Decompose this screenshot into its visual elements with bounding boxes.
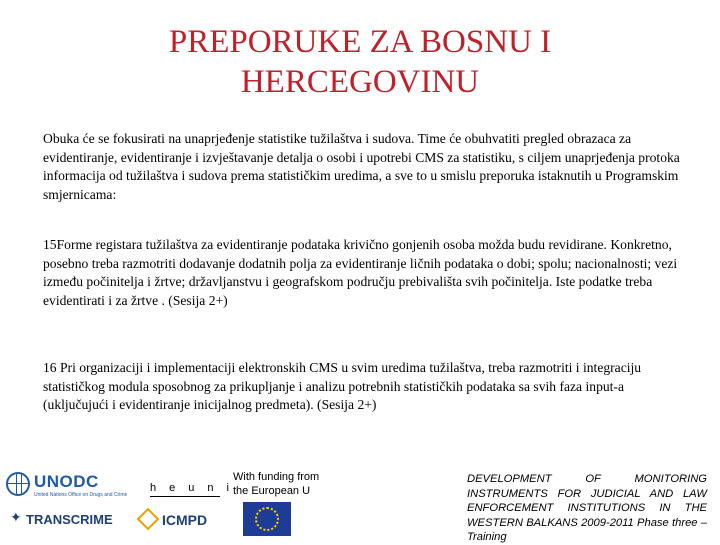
un-globe-icon <box>6 472 30 496</box>
funding-text: With funding from the European U <box>233 471 320 497</box>
heuni-logo: heuni <box>150 482 242 494</box>
footer <box>0 462 720 543</box>
transcrime-mark-icon: ✦ <box>10 511 22 526</box>
icmpd-mark-icon <box>137 508 160 531</box>
title-line-2: HERCEGOVINU <box>240 64 480 100</box>
heuni-underline <box>150 496 220 497</box>
unodc-logo <box>4 470 144 502</box>
eu-flag-icon <box>243 502 291 536</box>
eu-stars-icon <box>255 507 279 531</box>
title-line-1: PREPORUKE ZA BOSNU I <box>168 24 552 60</box>
unodc-subtitle: United Nations Office on Drugs and Crime <box>34 492 128 498</box>
slide-title <box>0 22 720 102</box>
recommendation-16: 16 Pri organizaciji i implementaciji elektronskih CMS u svim uredima tužilaštva, treba razmotriti i integraciju statističkog modula sposobnog za prikupljanje i analizu potrebnih statističkih podataka sa svih faza input-a (uključujući i evidentiranje inicijalnog predmeta). (Sesija 2+) <box>43 360 642 412</box>
icmpd-logo: ICMPD <box>162 512 208 528</box>
unodc-name: UNODC <box>34 472 99 491</box>
recommendation-15: 15Forme registara tužilaštva za evidentiranje podataka krivično gonjenih osoba možda budu revidirane. Konkretno, posebno treba razmotriti dodavanje dodatnih polja za evidentiranje ličnih podataka o dobi; spolu; nacionalnosti; vezi između počinitelja i žrtve; državljanstvu i geografskom području prebivališta svih počinitelja. Iste podatke treba evidentirati i za žrtve . (Sesija 2+) <box>43 237 678 308</box>
project-description: DEVELOPMENT OF MONITORING INSTRUMENTS FOR JUDICIAL AND LAW ENFORCEMENT INSTITUTIONS IN THE WESTERN BALKANS 2009-2011 Phase three – Training <box>467 473 707 543</box>
transcrime-logo: TRANSCRIME <box>26 512 113 527</box>
intro-paragraph: Obuka će se fokusirati na unaprjeđenje statistike tužilaštva i sudova. Time će obuhvatiti pregled obrazaca za evidentiranje, evidentiranje i izvještavanje detalja o osobi i upotrebi CMS za statistiku, s ciljem unaprjeđenja protoka informacija od tužilaštva i sudova prema statističkim uredima, a sve to u smislu preporuka istaknutih u Programskim smjernicama: <box>43 131 680 202</box>
